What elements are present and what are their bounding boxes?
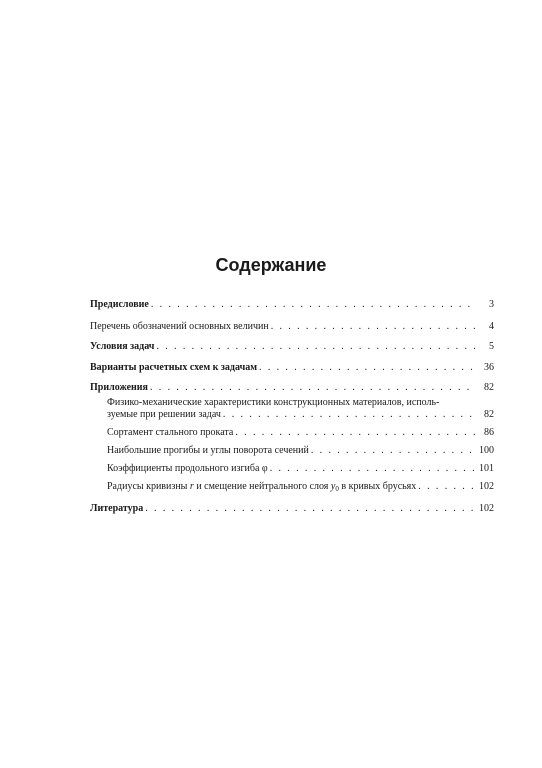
toc-entry-page: 36 [484, 362, 494, 373]
toc-entry-label: Литература [90, 503, 144, 514]
leader-dots [145, 503, 476, 515]
toc-entry-label: Приложения [90, 382, 148, 393]
leader-dots [156, 341, 476, 353]
toc-entry-page: 4 [489, 321, 494, 332]
toc-entry-page: 5 [489, 341, 494, 352]
toc-entry-page: 100 [479, 445, 494, 456]
toc-entry-materials[interactable] [90, 397, 494, 421]
toc-entry-label-line1: Физико-механические характеристики конструкционных материалов, исполь- [107, 397, 440, 408]
toc-entry-appendices[interactable] [90, 382, 494, 394]
toc-entry-variants[interactable] [90, 362, 494, 374]
toc-entry-page: 82 [484, 382, 494, 393]
leader-dots [270, 463, 476, 475]
toc-entry-notation[interactable] [90, 321, 494, 333]
toc-entry-steel-assortment[interactable] [90, 427, 494, 439]
leader-dots [311, 445, 476, 457]
toc-entry-curvature-radii[interactable] [90, 481, 494, 493]
leader-dots [223, 409, 476, 421]
toc-entry-label: Сортамент стального проката [107, 427, 234, 438]
toc-entry-buckling-coefficients[interactable] [90, 463, 494, 475]
leader-dots [235, 427, 476, 439]
leader-dots [150, 382, 476, 394]
toc-entry-label-line2: зуемые при решении задач [107, 409, 221, 420]
table-of-contents [90, 295, 494, 515]
toc-entry-page: 101 [479, 463, 494, 474]
toc-entry-label: Радиусы кривизны r и смещение нейтрального слоя $y_0$ в кривых брусьях [107, 481, 417, 493]
toc-entry-page: 102 [479, 503, 494, 514]
leader-dots [259, 362, 476, 374]
page-title: Содержание [215, 255, 327, 275]
toc-entry-label: Варианты расчетных схем к задачам [90, 362, 258, 373]
leader-dots [151, 299, 476, 311]
toc-entry-label: Коэффициенты продольного изгиба φ [107, 463, 268, 474]
toc-entry-label: Условия задач [90, 341, 155, 352]
leader-dots [418, 481, 476, 493]
toc-entry-label: Наибольшие прогибы и углы поворота сечений [107, 445, 309, 456]
toc-entry-deflections[interactable] [90, 445, 494, 457]
toc-entry-preface[interactable] [90, 299, 494, 311]
toc-entry-label: Предисловие [90, 299, 149, 310]
toc-entry-label: Перечень обозначений основных величин [90, 321, 269, 332]
toc-entry-page: 102 [479, 481, 494, 492]
toc-entry-page: 3 [489, 299, 494, 310]
toc-entry-literature[interactable] [90, 503, 494, 515]
toc-entry-problems[interactable] [90, 341, 494, 353]
leader-dots [271, 321, 476, 333]
toc-entry-page: 82 [484, 409, 494, 420]
toc-entry-page: 86 [484, 427, 494, 438]
